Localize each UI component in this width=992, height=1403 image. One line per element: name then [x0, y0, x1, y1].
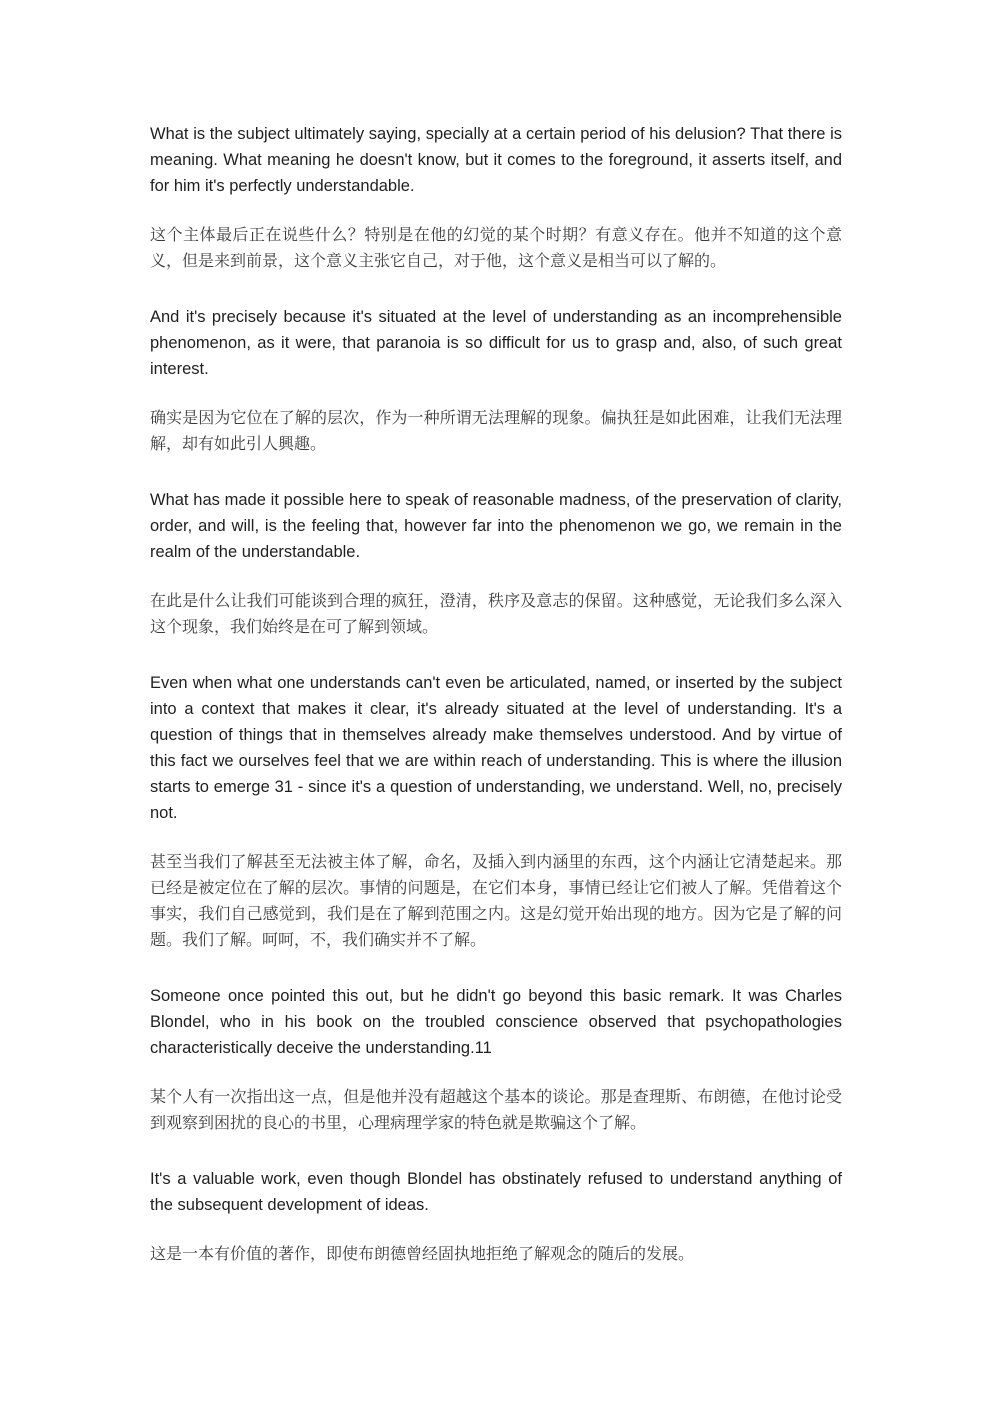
paragraph-chinese: 某个人有一次指出这一点，但是他并没有超越这个基本的谈论。那是查理斯、布朗德，在他讨论受到观察到困扰的良心的书里，心理病理学家的特色就是欺骗这个了解。	[150, 1087, 842, 1132]
paragraph-english: What has made it possible here to speak of reasonable madness, of the preservation of clarity, order, and will, is the feeling that, however far into the phenomenon we go, we remain in the realm of the understandable.	[150, 491, 842, 561]
document-page	[150, 121, 842, 1267]
paragraph-english: It's a valuable work, even though Blondel has obstinately refused to understand anything of the subsequent development of ideas.	[150, 1170, 842, 1214]
paragraph-chinese: 确实是因为它位在了解的层次，作为一种所谓无法理解的现象。偏执狂是如此困难，让我们无法理解，却有如此引人興趣。	[150, 408, 842, 453]
paragraph-english: Someone once pointed this out, but he didn't go beyond this basic remark. It was Charles Blondel, who in his book on the troubled conscience observed that psychopathologies characteristically deceive the understanding.11	[150, 987, 842, 1057]
paragraph-chinese: 在此是什么让我们可能谈到合理的疯狂，澄清，秩序及意志的保留。这种感觉，无论我们多么深入这个现象，我们始终是在可了解到领域。	[150, 591, 842, 636]
paragraph-chinese: 这个主体最后正在说些什么？特别是在他的幻觉的某个时期？有意义存在。他并不知道的这个意义，但是来到前景，这个意义主张它自己，对于他，这个意义是相当可以了解的。	[150, 225, 842, 270]
paragraph-english: And it's precisely because it's situated at the level of understanding as an incomprehensible phenomenon, as it were, that paranoia is so difficult for us to grasp and, also, of such great interest.	[150, 308, 842, 378]
paragraph-english: What is the subject ultimately saying, specially at a certain period of his delusion? That there is meaning. What meaning he doesn't know, but it comes to the foreground, it asserts itself, and for him it's perfectly understandable.	[150, 125, 842, 195]
paragraph-english: Even when what one understands can't even be articulated, named, or inserted by the subject into a context that makes it clear, it's already situated at the level of understanding. It's a question of things that in themselves already make themselves understood. And by virtue of this fact we ourselves feel that we are within reach of understanding. This is where the illusion starts to emerge 31 - since it's a question of understanding, we understand. Well, no, precisely not.	[150, 674, 842, 822]
paragraph-chinese: 这是一本有价值的著作，即使布朗德曾经固执地拒绝了解观念的随后的发展。	[150, 1244, 695, 1263]
paragraph-chinese: 甚至当我们了解甚至无法被主体了解，命名，及插入到内涵里的东西，这个内涵让它清楚起来。那已经是被定位在了解的层次。事情的问题是，在它们本身，事情已经让它们被人了解。凭借着这个事实，我们自己感觉到，我们是在了解到范围之内。这是幻觉开始出现的地方。因为它是了解的问题。我们了解。呵呵，不，我们确实并不了解。	[150, 852, 842, 949]
